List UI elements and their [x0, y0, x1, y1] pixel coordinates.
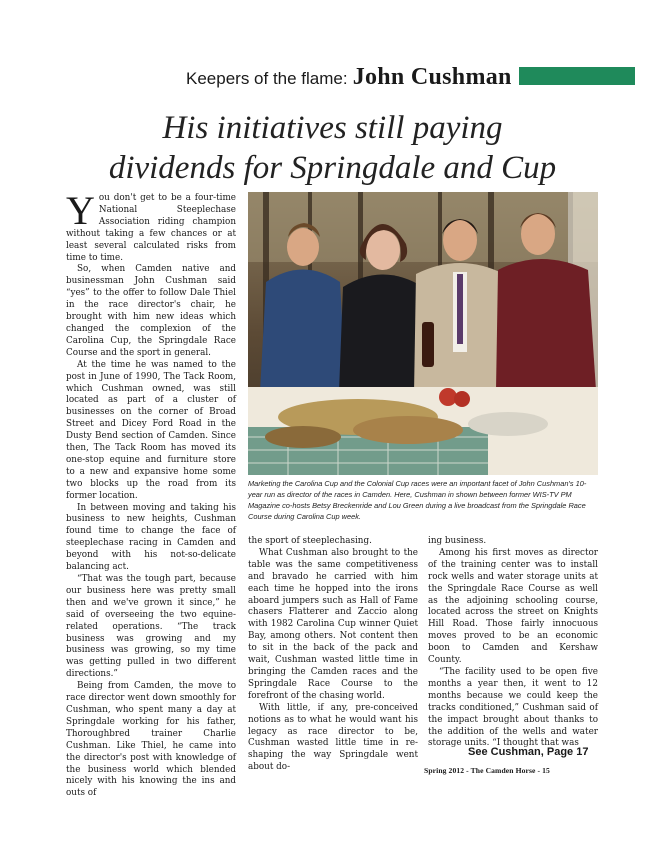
page-folio: Spring 2012 - The Camden Horse - 15 [424, 766, 550, 775]
article-column-2 [248, 536, 418, 774]
photo-illustration [248, 192, 598, 475]
photo-caption: Marketing the Carolina Cup and the Colonial Cup races were an important facet of John Cushman's 10-year run as director of the races in Camden. Here, Cushman in shown between former WIS-TV PM Magazine co-hosts Betsy Breckenride and Lou Green during a live broadcast from the Springdale Race Course during Carolina Cup week. [248, 479, 587, 521]
drop-cap: Y [66, 188, 95, 233]
paragraph: So, when Camden native and businessman John Cushman said “yes” to the offer to follow Dale Thiel in the race director's chair, he brought with him new ideas which changed the complexion of the Carolina Cup, the Springdale Race Course and the sport in general. [66, 264, 236, 358]
paragraph: Being from Camden, the move to race director went down smoothly for Cushman, who spent many a day at Springdale working for his father, Thoroughbred trainer Charlie Cushman. Like Thiel, he came into the director's post with knowledge of the business world which blended nicely with his knowing the ins and outs of [66, 681, 236, 799]
jump-line: See Cushman, Page 17 [468, 746, 589, 758]
paragraph: ing business. [428, 536, 487, 546]
paragraph: At the time he was named to the post in June of 1990, The Tack Room, which Cushman owned, was still located as part of a cluster of businesses on the corner of Broad Street and Dicey Ford Road in the Dusty Bend section of Camden. Since then, The Tack Room has moved its one-stop equine and furniture store to a new and expansive home some two blocks up the road from its former location. [66, 359, 236, 501]
kicker-label: Keepers of the flame: [186, 69, 348, 88]
accent-bar [519, 67, 635, 85]
paragraph: With little, if any, pre-conceived notions as to what he would want his legacy as race director to be, Cushman wasted little time in re-shaping the way Springdale went about do- [248, 702, 418, 773]
paragraph: What Cushman also brought to the table was the same competitiveness and bravado he carried with him each time he hopped into the irons aboard jumpers such as Hall of Fame chasers Flatterer and Zaccio along with 1982 Carolina Cup winner Quiet Bay, among others. Not content then to sit in the back of the pack and wait, Cushman wasted little time in bringing the Camden races and the Springdale Race Course to the forefront of the chasing world. [248, 547, 418, 701]
paragraph: Among his first moves as director of the training center was to install rock wells and water storage units at the Springdale Race Course as well as the adjoining schooling course, located across the street on Knights Hill Road. Those fairly innocuous moves proved to be an economic boon to Camden and Kershaw County. [428, 547, 598, 666]
paragraph: the sport of steeplechasing. [248, 536, 372, 546]
paragraph: “The facility used to be open five months a year then, it went to 12 months because we could keep the tracks conditioned,” Cushman said of the impact brought about thanks to the addition of the wells and water storage units. “I thought that was [428, 666, 598, 749]
group-photo [248, 192, 598, 475]
paragraph: In between moving and taking his business to new heights, Cushman found time to change the face of steeplechase racing in Camden and beyond with his not-so-delicate balancing act. [66, 502, 236, 573]
section-kicker [186, 64, 512, 91]
paragraph [66, 188, 236, 264]
article-column-3 [428, 536, 598, 750]
headline-line-2: dividends for Springdale and Cup [108, 150, 557, 186]
headline [60, 108, 605, 188]
paragraph: “That was the tough part, because our business here was pretty small then and we've grown it since,” he said of overseeing the two equine-related operations. “The track business was growing and my business was growing, so my time was getting pulled in two different directions.” [66, 574, 236, 680]
kicker-name: John Cushman [352, 64, 512, 90]
article-column-1 [66, 188, 236, 800]
headline-line-1: His initiatives still paying [162, 110, 503, 146]
paragraph-text: ou don't get to be a four-time National Steeplechase Association riding champion without taking a few chances or at least several calculated risks from time to time. [66, 193, 236, 263]
